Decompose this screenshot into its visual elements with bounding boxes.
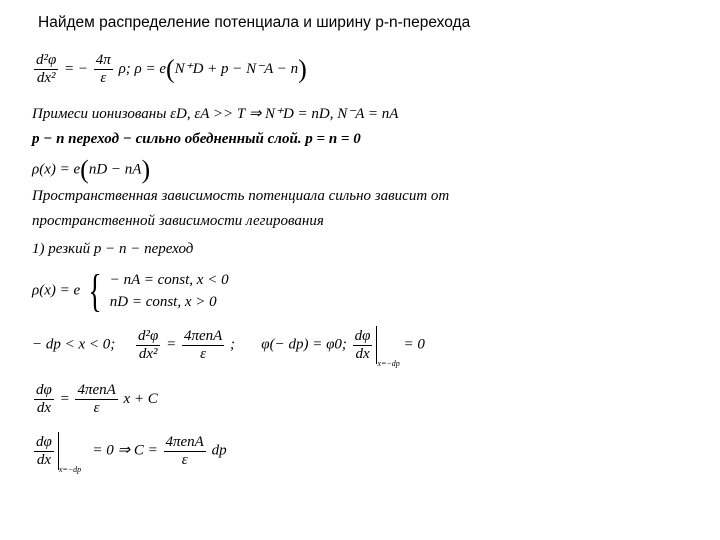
piecewise-cases (110, 269, 229, 313)
const-frac2-num: 4πenA (165, 433, 204, 450)
region-frac-den: dx² (138, 345, 158, 362)
region-frac3-den: dx (355, 345, 370, 362)
region-frac-num: d²φ (138, 327, 159, 344)
depletion-line: p − n переход − сильно обедненный слой. p = n = 0 (32, 131, 361, 147)
case-1: − nA = const, x < 0 (109, 272, 229, 288)
region-semi: ; (230, 336, 236, 353)
poisson-equation: $\frac{\text{d²φ}}{\text{dx²}}$ = − $\frac{4\pi}{\varepsilon}$ ρ; ρ = e(N⁺D + p − N⁻A − n) (36, 52, 307, 86)
charge-density-line: ρ(x) = e(nD − nA) (32, 155, 151, 184)
const-frac2-den: ε (181, 451, 188, 468)
constant-equation (32, 432, 227, 475)
first-frac-num: dφ (36, 382, 52, 398)
piecewise-left: ρ(x) = e (32, 282, 81, 299)
const-eval-point: x=−dp (58, 465, 82, 475)
spatial-line-1: Пространственная зависимость потенциала сильно зависит от (32, 188, 450, 204)
eq1-frac2-num: 4π (95, 52, 111, 68)
charge-inner: nD − nA (88, 161, 142, 178)
left-brace: { (88, 265, 102, 316)
eq1-equals: = − (64, 60, 89, 77)
eq1-frac-den: dx² (36, 70, 56, 86)
eq1-frac2-den: ε (100, 70, 107, 86)
first-integral-equation (32, 382, 158, 417)
first-eq: = (59, 390, 70, 407)
first-frac2-num: 4πenA (77, 382, 116, 398)
eval-point: x=−dp (377, 359, 400, 369)
region-rhs: = 0 (403, 336, 425, 353)
const-frac-den: dx (36, 451, 51, 468)
eq1-frac-num: d²φ (36, 52, 57, 68)
abrupt-junction-line: 1) резкий p − n − переход (32, 241, 194, 257)
region-cond: − dp < x < 0; (32, 336, 116, 353)
const-frac-num: dφ (36, 433, 52, 450)
slide-title: Найдем распределение потенциала и ширину p-n-перехода (38, 14, 471, 31)
first-rest: x + C (123, 390, 158, 407)
region-frac3-num: dφ (354, 327, 371, 344)
piecewise-equation (32, 265, 229, 316)
eq1-rest: ρ; ρ = e (118, 60, 166, 77)
region-equation (32, 326, 425, 369)
first-frac-den: dx (36, 400, 51, 416)
spatial-line-2: пространственной зависимости легирования (32, 213, 324, 229)
ionization-line: Примеси ионизованы εD, εA >> T ⇒ N⁺D = nD, N⁻A = nA (32, 106, 399, 122)
region-frac2-den: ε (200, 345, 207, 362)
const-rest: dp (211, 442, 227, 459)
boundary-condition: φ(− dp) = φ0; (261, 336, 347, 353)
region-eq: = (166, 336, 177, 353)
region-frac2-num: 4πenA (183, 327, 223, 344)
case-2: nD = const, x > 0 (109, 294, 217, 310)
const-mid: = 0 ⇒ C = (92, 442, 158, 459)
eq1-inner: N⁺D + p − N⁻A − n (174, 60, 299, 77)
first-frac2-den: ε (93, 400, 100, 416)
charge-left: ρ(x) = e (32, 161, 81, 178)
